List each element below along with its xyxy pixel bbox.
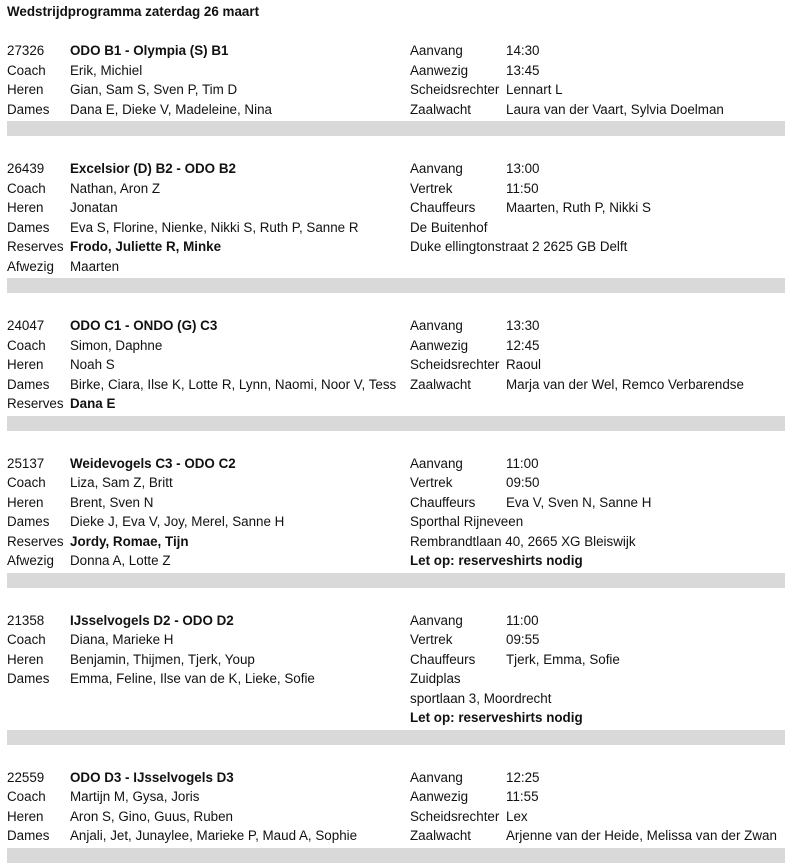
match-block [0, 316, 803, 431]
row-value: Nathan, Aron Z [70, 180, 161, 196]
info-value: Arjenne van der Heide, Melissa van der Zwan [506, 828, 777, 843]
separator-bar [7, 848, 785, 863]
info-label: Scheidsrechter [410, 82, 500, 97]
info-label: Chauffeurs [410, 651, 476, 667]
info-label: Aanvang [410, 612, 463, 628]
match-header-row [0, 611, 803, 631]
row-label: 24047 [7, 318, 45, 333]
page-title: Wedstrijdprogramma zaterdag 26 maart [7, 4, 260, 19]
match-title: Excelsior (D) B2 - ODO B2 [70, 161, 236, 176]
match-block [0, 454, 803, 588]
info-label: Scheidsrechter [410, 808, 500, 824]
row-value: Dana E, Dieke V, Madeleine, Nina [70, 101, 272, 117]
separator-bar [7, 278, 785, 293]
info-label: Aanvang [410, 43, 463, 58]
row-label: Heren [7, 808, 44, 824]
row-value: Martijn M, Gysa, Joris [70, 789, 200, 804]
match-header-row [0, 768, 803, 788]
match-detail-row [0, 826, 803, 846]
info-label: Chauffeurs [410, 200, 476, 215]
match-detail-row [0, 669, 803, 689]
info-value: Marja van der Wel, Remco Verbarendse [506, 376, 744, 392]
info-value: 13:45 [506, 62, 540, 78]
match-detail-row [0, 532, 803, 552]
row-label: Coach [7, 789, 46, 804]
info-label: Rembrandtlaan 40, 2665 XG Bleiswijk [410, 533, 636, 549]
row-value: Brent, Sven N [70, 494, 154, 510]
match-header-row [0, 159, 803, 179]
info-label: Aanvang [410, 161, 463, 176]
match-detail-row [0, 198, 803, 218]
match-detail-row [0, 512, 803, 532]
row-value: Noah S [70, 357, 115, 372]
match-detail-row [0, 80, 803, 100]
row-label: 21358 [7, 612, 45, 628]
info-label: Zaalwacht [410, 101, 472, 117]
row-value: Simon, Daphne [70, 337, 163, 353]
info-label: Aanvang [410, 769, 463, 785]
match-header-row [0, 41, 803, 61]
match-detail-row [0, 551, 803, 571]
info-value: 09:50 [506, 475, 540, 490]
info-value: 13:30 [506, 318, 540, 333]
match-detail-row [0, 807, 803, 827]
info-label: Zaalwacht [410, 376, 472, 392]
row-value: Maarten [70, 258, 120, 274]
row-label: Dames [7, 828, 50, 843]
info-label: Vertrek [410, 632, 453, 647]
row-label: Dames [7, 219, 50, 235]
match-detail-row [0, 787, 803, 807]
info-label: Let op: reserveshirts nodig [410, 553, 583, 568]
row-label: Coach [7, 62, 46, 78]
match-block [0, 611, 803, 745]
match-detail-row [0, 394, 803, 414]
match-detail-row [0, 179, 803, 199]
match-detail-row [0, 61, 803, 81]
row-label: Heren [7, 200, 44, 215]
row-value: Diana, Marieke H [70, 632, 174, 647]
info-label: Zaalwacht [410, 828, 472, 843]
match-detail-row [0, 650, 803, 670]
row-value: Donna A, Lotte Z [70, 553, 171, 568]
row-label: Afwezig [7, 553, 54, 568]
row-value: Erik, Michiel [70, 62, 143, 78]
row-label: Dames [7, 671, 50, 686]
info-label: Aanvang [410, 455, 463, 471]
match-detail-row [0, 708, 803, 728]
row-value: Gian, Sam S, Sven P, Tim D [70, 82, 238, 97]
match-block [0, 159, 803, 293]
match-title: Weidevogels C3 - ODO C2 [70, 455, 236, 471]
row-label: Heren [7, 82, 44, 97]
row-value: Anjali, Jet, Junaylee, Marieke P, Maud A, Sophie [70, 828, 358, 843]
match-detail-row [0, 355, 803, 375]
row-label: Coach [7, 337, 46, 353]
info-label: Aanwezig [410, 337, 469, 353]
row-label: Heren [7, 357, 44, 372]
row-value: Jonatan [70, 200, 118, 215]
row-label: 26439 [7, 161, 45, 176]
info-value: 11:00 [506, 612, 539, 628]
info-label: Sporthal Rijneveen [410, 514, 524, 529]
row-value: Frodo, Juliette R, Minke [70, 239, 222, 254]
info-label: Aanwezig [410, 789, 469, 804]
match-detail-row [0, 100, 803, 120]
row-label: Reserves [7, 396, 64, 411]
info-value: 11:50 [506, 180, 539, 196]
row-label: Dames [7, 101, 50, 117]
match-detail-row [0, 336, 803, 356]
info-label: Vertrek [410, 475, 453, 490]
match-detail-row [0, 237, 803, 257]
row-value: Benjamin, Thijmen, Tjerk, Youp [70, 651, 255, 667]
match-header-row [0, 316, 803, 336]
row-label: Coach [7, 180, 46, 196]
row-label: Heren [7, 651, 44, 667]
row-value: Aron S, Gino, Guus, Ruben [70, 808, 234, 824]
match-detail-row [0, 218, 803, 238]
row-value: Dieke J, Eva V, Joy, Merel, Sanne H [70, 514, 285, 529]
row-value: Jordy, Romae, Tijn [70, 533, 189, 549]
match-detail-row [0, 689, 803, 709]
info-label: Vertrek [410, 180, 453, 196]
row-label: Reserves [7, 533, 64, 549]
row-value: Birke, Ciara, Ilse K, Lotte R, Lynn, Naomi, Noor V, Tess [70, 376, 397, 392]
row-label: 27326 [7, 43, 45, 58]
match-list [0, 41, 803, 863]
separator-bar [7, 121, 785, 136]
match-title: ODO B1 - Olympia (S) B1 [70, 43, 229, 58]
info-label: sportlaan 3, Moordrecht [410, 690, 552, 706]
separator-bar [7, 730, 785, 745]
info-value: Lennart L [506, 82, 563, 97]
info-value: Raoul [506, 357, 541, 372]
match-title: ODO D3 - IJsselvogels D3 [70, 769, 234, 785]
info-label: De Buitenhof [410, 219, 488, 235]
info-value: 11:00 [506, 455, 539, 471]
info-value: 12:25 [506, 769, 540, 785]
info-value: 09:55 [506, 632, 540, 647]
row-label: 22559 [7, 769, 45, 785]
info-value: 11:55 [506, 789, 539, 804]
info-value: 14:30 [506, 43, 540, 58]
match-block [0, 768, 803, 863]
row-label: Heren [7, 494, 44, 510]
match-title: IJsselvogels D2 - ODO D2 [70, 612, 234, 628]
info-label: Aanwezig [410, 62, 469, 78]
match-detail-row [0, 375, 803, 395]
match-detail-row [0, 257, 803, 277]
row-label: Coach [7, 475, 46, 490]
match-detail-row [0, 493, 803, 513]
match-header-row [0, 454, 803, 474]
info-value: 12:45 [506, 337, 540, 353]
info-value: Lex [506, 808, 528, 824]
match-title: ODO C1 - ONDO (G) C3 [70, 318, 218, 333]
row-value: Emma, Feline, Ilse van de K, Lieke, Sofie [70, 671, 315, 686]
info-label: Scheidsrechter [410, 357, 500, 372]
info-value: 13:00 [506, 161, 540, 176]
match-block [0, 41, 803, 136]
row-value: Dana E [70, 396, 116, 411]
info-value: Tjerk, Emma, Sofie [506, 651, 620, 667]
info-value: Laura van der Vaart, Sylvia Doelman [506, 101, 724, 117]
info-label: Chauffeurs [410, 494, 476, 510]
info-label: Let op: reserveshirts nodig [410, 710, 583, 725]
match-detail-row [0, 630, 803, 650]
info-label: Aanvang [410, 318, 463, 333]
row-value: Eva S, Florine, Nienke, Nikki S, Ruth P, Sanne R [70, 219, 359, 235]
row-label: Reserves [7, 239, 64, 254]
row-label: Dames [7, 514, 50, 529]
separator-bar [7, 573, 785, 588]
row-value: Liza, Sam Z, Britt [70, 475, 173, 490]
row-label: Dames [7, 376, 50, 392]
info-value: Eva V, Sven N, Sanne H [506, 494, 652, 510]
row-label: Coach [7, 632, 46, 647]
info-label: Zuidplas [410, 671, 461, 686]
row-label: Afwezig [7, 258, 54, 274]
match-detail-row [0, 473, 803, 493]
row-label: 25137 [7, 455, 45, 471]
info-value: Maarten, Ruth P, Nikki S [506, 200, 651, 215]
info-label: Duke ellingtonstraat 2 2625 GB Delft [410, 239, 628, 254]
separator-bar [7, 416, 785, 431]
